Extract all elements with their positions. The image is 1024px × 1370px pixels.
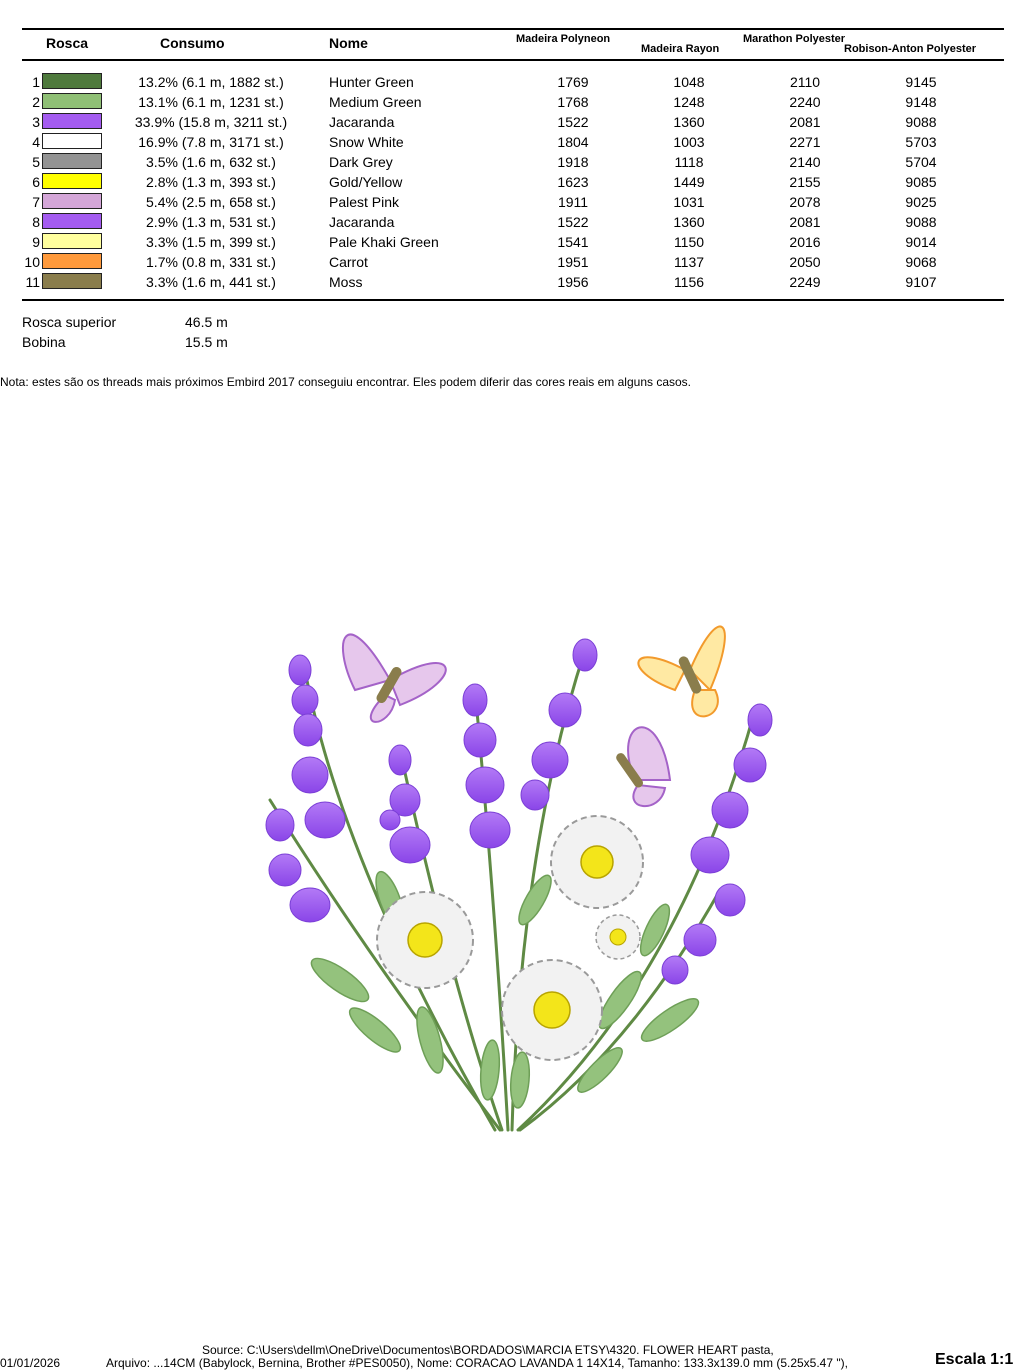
footer-source: Source: C:\Users\dellm\OneDrive\Documentos\BORDADOS\MARCIA ETSY\4320. FLOWER HEART pasta, <box>202 1343 774 1357</box>
header-madeira-polyneon: Madeira Polyneon <box>516 33 611 45</box>
thread-color-swatch <box>42 73 102 89</box>
robison-anton-code: 9014 <box>905 234 937 250</box>
header-rosca: Rosca <box>46 35 89 51</box>
thread-color-swatch <box>42 93 102 109</box>
thread-color-swatch <box>42 213 102 229</box>
header-robison-anton-polyester: Robison-Anton Polyester <box>844 43 977 55</box>
thread-number: 3 <box>32 114 40 130</box>
embroidery-design-image <box>250 600 780 1140</box>
thread-row <box>0 112 1024 132</box>
madeira-rayon-code: 1360 <box>673 114 705 130</box>
thread-consumo: 3.3% (1.6 m, 441 st.) <box>146 274 276 290</box>
thread-name: Palest Pink <box>329 194 400 210</box>
thread-name: Moss <box>329 274 363 290</box>
madeira-rayon-code: 1048 <box>673 74 705 90</box>
madeira-rayon-code: 1118 <box>674 154 704 170</box>
robison-anton-code: 5704 <box>905 154 937 170</box>
madeira-polyneon-code: 1769 <box>557 74 589 90</box>
thread-color-swatch <box>42 133 102 149</box>
thread-name: Hunter Green <box>329 74 414 90</box>
robison-anton-code: 9068 <box>905 254 937 270</box>
madeira-rayon-code: 1449 <box>673 174 705 190</box>
note-text: Nota: estes são os threads mais próximos Embird 2017 conseguiu encontrar. Eles podem diferir das cores reais em alguns casos. <box>0 375 692 389</box>
madeira-polyneon-code: 1911 <box>557 194 589 210</box>
thread-number: 11 <box>25 274 40 290</box>
bobina-label: Bobina <box>22 334 66 350</box>
thread-name: Carrot <box>329 254 368 270</box>
madeira-polyneon-code: 1956 <box>557 274 589 290</box>
stems <box>270 650 755 1130</box>
thread-consumo: 2.8% (1.3 m, 393 st.) <box>146 174 276 190</box>
thread-consumo: 33.9% (15.8 m, 3211 st.) <box>134 114 288 130</box>
thread-number: 4 <box>32 134 40 150</box>
thread-name: Pale Khaki Green <box>329 234 439 250</box>
madeira-rayon-code: 1360 <box>673 214 705 230</box>
robison-anton-code: 9085 <box>905 174 937 190</box>
madeira-polyneon-code: 1918 <box>557 154 589 170</box>
rosca-superior-value: 46.5 m <box>185 314 228 330</box>
madeira-polyneon-code: 1623 <box>557 174 589 190</box>
marathon-polyester-code: 2081 <box>789 214 821 230</box>
thread-row <box>0 212 1024 232</box>
madeira-rayon-code: 1156 <box>673 274 705 290</box>
thread-row <box>0 232 1024 252</box>
thread-name: Gold/Yellow <box>329 174 403 190</box>
madeira-polyneon-code: 1768 <box>557 94 589 110</box>
thread-row <box>0 152 1024 172</box>
thread-color-swatch <box>42 273 102 289</box>
robison-anton-code: 5703 <box>905 134 937 150</box>
robison-anton-code: 9148 <box>905 94 937 110</box>
thread-number: 10 <box>24 254 40 270</box>
thread-number: 5 <box>32 154 40 170</box>
marathon-polyester-code: 2271 <box>789 134 821 150</box>
madeira-polyneon-code: 1522 <box>557 214 589 230</box>
header-nome: Nome <box>329 35 368 51</box>
top-rule <box>22 28 1004 30</box>
marathon-polyester-code: 2081 <box>789 114 821 130</box>
thread-number: 1 <box>32 74 40 90</box>
thread-row <box>0 92 1024 112</box>
butterfly-orange <box>638 626 724 716</box>
bobina-value: 15.5 m <box>185 334 228 350</box>
robison-anton-code: 9088 <box>905 114 937 130</box>
thread-number: 9 <box>32 234 40 250</box>
robison-anton-code: 9025 <box>905 194 937 210</box>
madeira-polyneon-code: 1522 <box>557 114 589 130</box>
marathon-polyester-code: 2155 <box>789 174 821 190</box>
thread-color-swatch <box>42 113 102 129</box>
header-marathon-polyester: Marathon Polyester <box>743 33 846 45</box>
thread-consumo: 13.2% (6.1 m, 1882 st.) <box>138 74 284 90</box>
madeira-rayon-code: 1137 <box>673 254 705 270</box>
thread-row <box>0 192 1024 212</box>
thread-color-swatch <box>42 233 102 249</box>
madeira-rayon-code: 1031 <box>673 194 705 210</box>
bottom-rule <box>22 299 1004 301</box>
madeira-polyneon-code: 1804 <box>557 134 589 150</box>
madeira-rayon-code: 1003 <box>673 134 705 150</box>
thread-color-swatch <box>42 173 102 189</box>
footer-arquivo: Arquivo: ...14CM (Babylock, Bernina, Brother #PES0050), Nome: CORACAO LAVANDA 1 14X14, Tamanho: 133.3x139.0 mm (5.25x5.47 "), <box>106 1356 848 1370</box>
madeira-rayon-code: 1248 <box>673 94 705 110</box>
marathon-polyester-code: 2140 <box>789 154 821 170</box>
marathon-polyester-code: 2078 <box>789 194 821 210</box>
thread-name: Jacaranda <box>329 214 395 230</box>
header-madeira-rayon: Madeira Rayon <box>641 43 720 55</box>
thread-consumo: 2.9% (1.3 m, 531 st.) <box>146 214 276 230</box>
thread-color-swatch <box>42 193 102 209</box>
thread-row <box>0 132 1024 152</box>
thread-name: Jacaranda <box>329 114 395 130</box>
header-consumo: Consumo <box>160 35 225 51</box>
madeira-rayon-code: 1150 <box>673 234 705 250</box>
butterflies <box>343 626 725 806</box>
thread-consumo: 1.7% (0.8 m, 331 st.) <box>146 254 276 270</box>
thread-consumo: 5.4% (2.5 m, 658 st.) <box>146 194 276 210</box>
thread-name: Medium Green <box>329 94 422 110</box>
marathon-polyester-code: 2050 <box>789 254 821 270</box>
thread-number: 7 <box>32 194 40 210</box>
thread-row <box>0 172 1024 192</box>
thread-row <box>0 252 1024 272</box>
butterfly-purple <box>614 727 670 806</box>
thread-number: 8 <box>32 214 40 230</box>
thread-row <box>0 72 1024 92</box>
thread-consumo: 13.1% (6.1 m, 1231 st.) <box>138 94 284 110</box>
marathon-polyester-code: 2016 <box>789 234 821 250</box>
footer-date: 01/01/2026 <box>0 1356 61 1370</box>
header-rule <box>22 59 1004 61</box>
butterfly-pink <box>343 635 446 722</box>
thread-consumo: 3.3% (1.5 m, 399 st.) <box>146 234 276 250</box>
footer-escala: Escala 1:1 <box>935 1351 1014 1368</box>
marathon-polyester-code: 2249 <box>789 274 821 290</box>
thread-consumo: 3.5% (1.6 m, 632 st.) <box>146 154 276 170</box>
robison-anton-code: 9088 <box>905 214 937 230</box>
marathon-polyester-code: 2240 <box>789 94 821 110</box>
thread-number: 6 <box>32 174 40 190</box>
thread-consumo: 16.9% (7.8 m, 3171 st.) <box>138 134 284 150</box>
madeira-polyneon-code: 1541 <box>557 234 589 250</box>
madeira-polyneon-code: 1951 <box>557 254 589 270</box>
thread-name: Snow White <box>329 134 404 150</box>
thread-number: 2 <box>32 94 40 110</box>
thread-color-swatch <box>42 253 102 269</box>
robison-anton-code: 9107 <box>905 274 937 290</box>
thread-row <box>0 272 1024 292</box>
rosca-superior-label: Rosca superior <box>22 314 117 330</box>
thread-color-swatch <box>42 153 102 169</box>
robison-anton-code: 9145 <box>905 74 937 90</box>
marathon-polyester-code: 2110 <box>789 74 821 90</box>
thread-name: Dark Grey <box>329 154 393 170</box>
